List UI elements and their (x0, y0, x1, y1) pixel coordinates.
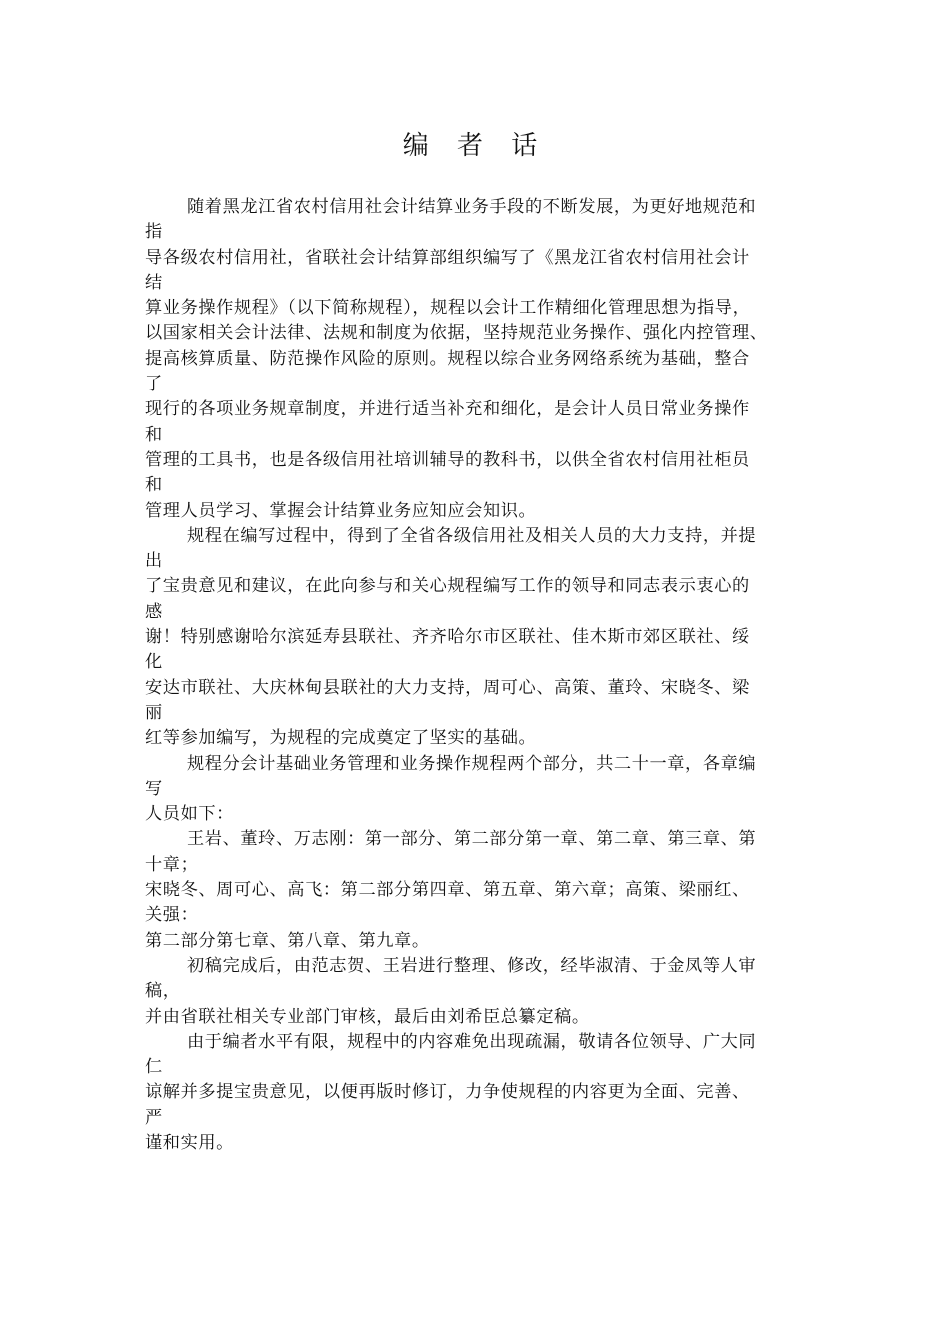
text-line: 现行的各项业务规章制度，并进行适当补充和细化，是会计人员日常业务操作 (145, 399, 750, 420)
text-line: 谢！特别感谢哈尔滨延寿县联社、齐齐哈尔市区联社、佳木斯市郊区联社、绥 (145, 627, 750, 648)
text-line: 和 (145, 424, 163, 445)
text-line: 化 (145, 652, 163, 673)
text-line: 感 (145, 601, 163, 622)
text-line: 规程在编写过程中，得到了全省各级信用社及相关人员的大力支持，并提 (187, 525, 757, 546)
text-line: 和 (145, 475, 163, 496)
text-line: 安达市联社、大庆林甸县联社的大力支持，周可心、高策、董玲、宋晓冬、梁 (145, 677, 750, 698)
text-line: 谨和实用。 (145, 1132, 234, 1153)
text-line: 了 (145, 374, 163, 395)
text-line: 算业务操作规程》（以下简称规程），规程以会计工作精细化管理思想为指导， (145, 298, 751, 319)
text-line: 结 (145, 272, 163, 293)
text-line: 以国家相关会计法律、法规和制度为依据，坚持规范业务操作、强化内控管理、 (145, 323, 768, 344)
text-line: 并由省联社相关专业部门审核，最后由刘希臣总纂定稿。 (145, 1006, 590, 1027)
text-line: 谅解并多提宝贵意见，以便再版时修订，力争使规程的内容更为全面、完善、 (145, 1082, 750, 1103)
text-line: 红等参加编写，为规程的完成奠定了坚实的基础。 (145, 728, 537, 749)
text-line: 规程分会计基础业务管理和业务操作规程两个部分，共二十一章，各章编 (187, 753, 757, 774)
text-line: 管理人员学习、掌握会计结算业务应知应会知识。 (145, 500, 537, 521)
text-line: 第二部分第七章、第八章、第九章。 (145, 930, 430, 951)
text-line: 初稿完成后，由范志贺、王岩进行整理、修改，经毕淑清、于金凤等人审 (187, 955, 757, 976)
page-title: 编 者 话 (402, 131, 548, 161)
text-line: 丽 (145, 702, 163, 723)
text-line: 出 (145, 551, 163, 572)
preface-body (145, 195, 825, 1156)
text-line: 导各级农村信用社，省联社会计结算部组织编写了《黑龙江省农村信用社会计 (145, 247, 750, 268)
text-line: 宋晓冬、周可心、高飞：第二部分第四章、第五章、第六章；高策、梁丽红、 (145, 880, 750, 901)
text-line: 王岩、董玲、万志刚：第一部分、第二部分第一章、第二章、第三章、第 (187, 829, 757, 850)
text-line: 仁 (145, 1057, 163, 1078)
text-line: 管理的工具书，也是各级信用社培训辅导的教科书，以供全省农村信用社柜员 (145, 449, 750, 470)
text-line: 稿， (145, 981, 181, 1002)
text-line: 由于编者水平有限，规程中的内容难免出现疏漏，敬请各位领导、广大同 (187, 1031, 757, 1052)
text-line: 人员如下： (145, 804, 234, 825)
text-line: 写 (145, 778, 163, 799)
text-line: 十章； (145, 854, 199, 875)
text-line: 指 (145, 222, 163, 243)
text-line: 随着黑龙江省农村信用社会计结算业务手段的不断发展，为更好地规范和 (187, 197, 757, 217)
text-line: 提高核算质量、防范操作风险的原则。规程以综合业务网络系统为基础，整合 (145, 348, 750, 369)
text-line: 关强： (145, 905, 199, 926)
text-line: 了宝贵意见和建议，在此向参与和关心规程编写工作的领导和同志表示衷心的 (145, 576, 750, 597)
text-line: 严 (145, 1107, 163, 1128)
